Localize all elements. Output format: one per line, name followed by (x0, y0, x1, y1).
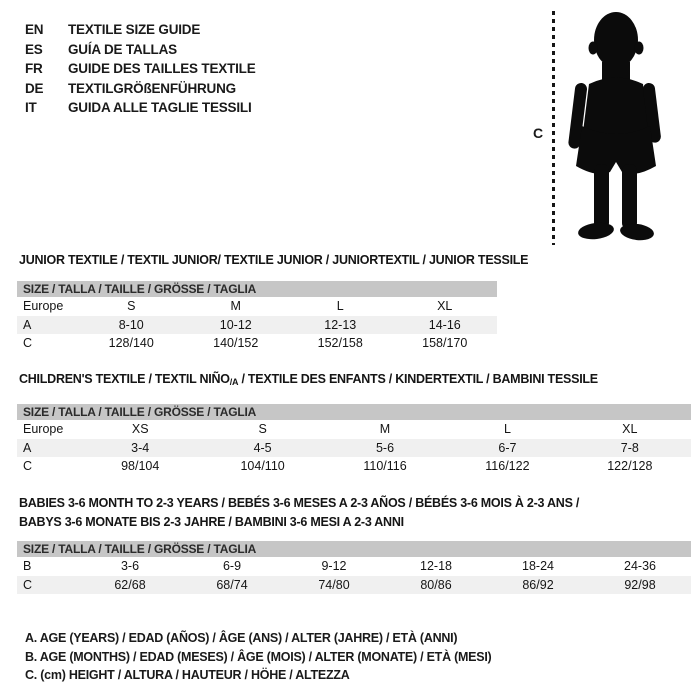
table-row-age (17, 316, 497, 335)
height-cell: 92/98 (624, 577, 656, 592)
children-size-table (17, 404, 691, 476)
size-header-band: SIZE / TALLA / TAILLE / GRÖSSE / TAGLIA (17, 541, 691, 557)
height-cell: 140/152 (213, 336, 259, 351)
size-cell: S (127, 299, 136, 314)
height-cell: 86/92 (522, 577, 554, 592)
lang-row-fr (25, 59, 256, 79)
lang-row-en (25, 20, 256, 40)
months-cell: 12-18 (420, 559, 452, 574)
height-cell: 80/86 (420, 577, 452, 592)
age-cell: 5-6 (375, 440, 395, 455)
table-row-europe (17, 297, 497, 316)
row-label: B (23, 559, 32, 574)
lang-row-es (25, 40, 256, 60)
children-title-sub: /A (229, 377, 239, 387)
lang-title: TEXTILE SIZE GUIDE (68, 22, 201, 37)
row-label: C (23, 577, 33, 592)
size-cell: M (379, 422, 391, 437)
size-cell: L (336, 299, 344, 314)
measurement-legend (25, 629, 491, 685)
age-cell: 6-7 (498, 440, 517, 455)
months-cell: 24-36 (624, 559, 656, 574)
lang-code: ES (25, 41, 43, 57)
lang-code: DE (25, 80, 44, 96)
age-cell: 8-10 (118, 317, 144, 332)
height-cell: 122/128 (607, 459, 653, 474)
babies-section-title (19, 494, 579, 531)
table-row-height (17, 334, 497, 353)
months-cell: 9-12 (321, 559, 347, 574)
lang-code: IT (25, 100, 37, 115)
size-header-band: SIZE / TALLA / TAILLE / GRÖSSE / TAGLIA (17, 404, 691, 420)
row-label: A (23, 440, 32, 455)
age-cell: 10-12 (219, 317, 252, 332)
height-cell: 110/116 (363, 459, 407, 474)
months-cell: 6-9 (222, 559, 242, 574)
height-cell: 152/158 (317, 336, 363, 351)
babies-title-line2: BABYS 3-6 MONATE BIS 2-3 JAHRE / BAMBINI 3-6 MESI A 2-3 ANNI (19, 514, 404, 529)
language-title-list (25, 20, 256, 118)
lang-title: GUIDA ALLE TAGLIE TESSILI (68, 100, 252, 115)
junior-section-title: JUNIOR TEXTILE / TEXTIL JUNIOR/ TEXTILE JUNIOR / JUNIORTEXTIL / JUNIOR TESSILE (19, 253, 529, 267)
row-label: A (23, 317, 32, 332)
legend-line-b: B. AGE (MONTHS) / EDAD (MESES) / ÂGE (MOIS) / ALTER (MONATE) / ETÀ (MESI) (25, 649, 492, 664)
height-cell: 128/140 (108, 336, 154, 351)
size-cell: L (503, 422, 511, 437)
size-cell: S (258, 422, 267, 437)
table-row-height (17, 457, 691, 476)
height-marker-label: C (533, 125, 544, 141)
row-label: Europe (23, 299, 64, 314)
lang-code: FR (25, 61, 43, 76)
age-cell: 7-8 (620, 440, 639, 455)
height-cell: 74/80 (318, 577, 350, 592)
lang-code: EN (25, 22, 44, 37)
age-cell: 14-16 (428, 317, 461, 332)
size-cell: XL (437, 299, 453, 314)
row-label: C (23, 336, 33, 351)
months-cell: 3-6 (120, 559, 140, 574)
height-dashed-line (552, 11, 555, 245)
children-section-title (19, 372, 598, 387)
legend-line-c: C. (cm) HEIGHT / ALTURA / HAUTEUR / HÖHE / ALTEZZA (25, 668, 350, 683)
age-cell: 4-5 (253, 440, 272, 455)
lang-title: TEXTILGRÖßENFÜHRUNG (68, 80, 236, 96)
legend-line-a: A. AGE (YEARS) / EDAD (AÑOS) / ÂGE (ANS) / ALTER (JAHRE) / ETÀ (ANNI) (25, 631, 458, 645)
height-cell: 68/74 (216, 577, 248, 592)
lang-row-it (25, 98, 256, 118)
height-cell: 104/110 (240, 459, 285, 474)
age-cell: 12-13 (324, 317, 357, 332)
height-cell: 62/68 (114, 577, 146, 592)
size-cell: M (230, 299, 241, 314)
months-cell: 18-24 (522, 559, 554, 574)
height-cell: 98/104 (121, 459, 160, 474)
lang-row-de (25, 79, 256, 99)
lang-title: GUÍA DE TALLAS (68, 41, 177, 57)
babies-size-table (17, 541, 691, 594)
children-title-text: CHILDREN'S TEXTILE / TEXTIL NIÑO (19, 372, 230, 386)
table-row-age (17, 439, 691, 458)
table-row-height (17, 576, 691, 595)
lang-title: GUIDE DES TAILLES TEXTILE (68, 61, 256, 76)
toddler-silhouette-icon (565, 10, 665, 243)
size-cell: XS (131, 422, 149, 437)
row-label: C (23, 459, 33, 474)
size-cell: XL (622, 422, 638, 437)
row-label: Europe (23, 422, 64, 437)
size-header-band: SIZE / TALLA / TAILLE / GRÖSSE / TAGLIA (17, 281, 497, 297)
junior-size-table (17, 281, 497, 353)
age-cell: 3-4 (131, 440, 150, 455)
table-row-months (17, 557, 691, 576)
children-title-text: / TEXTILE DES ENFANTS / KINDERTEXTIL / BAMBINI TESSILE (238, 372, 598, 386)
table-row-europe (17, 420, 691, 439)
height-cell: 158/170 (422, 336, 468, 351)
height-cell: 116/122 (485, 459, 530, 474)
babies-title-line1: BABIES 3-6 MONTH TO 2-3 YEARS / BEBÉS 3-6 MESES A 2-3 AÑOS / BÉBÉS 3-6 MOIS À 2-3 ANS / (19, 496, 580, 510)
